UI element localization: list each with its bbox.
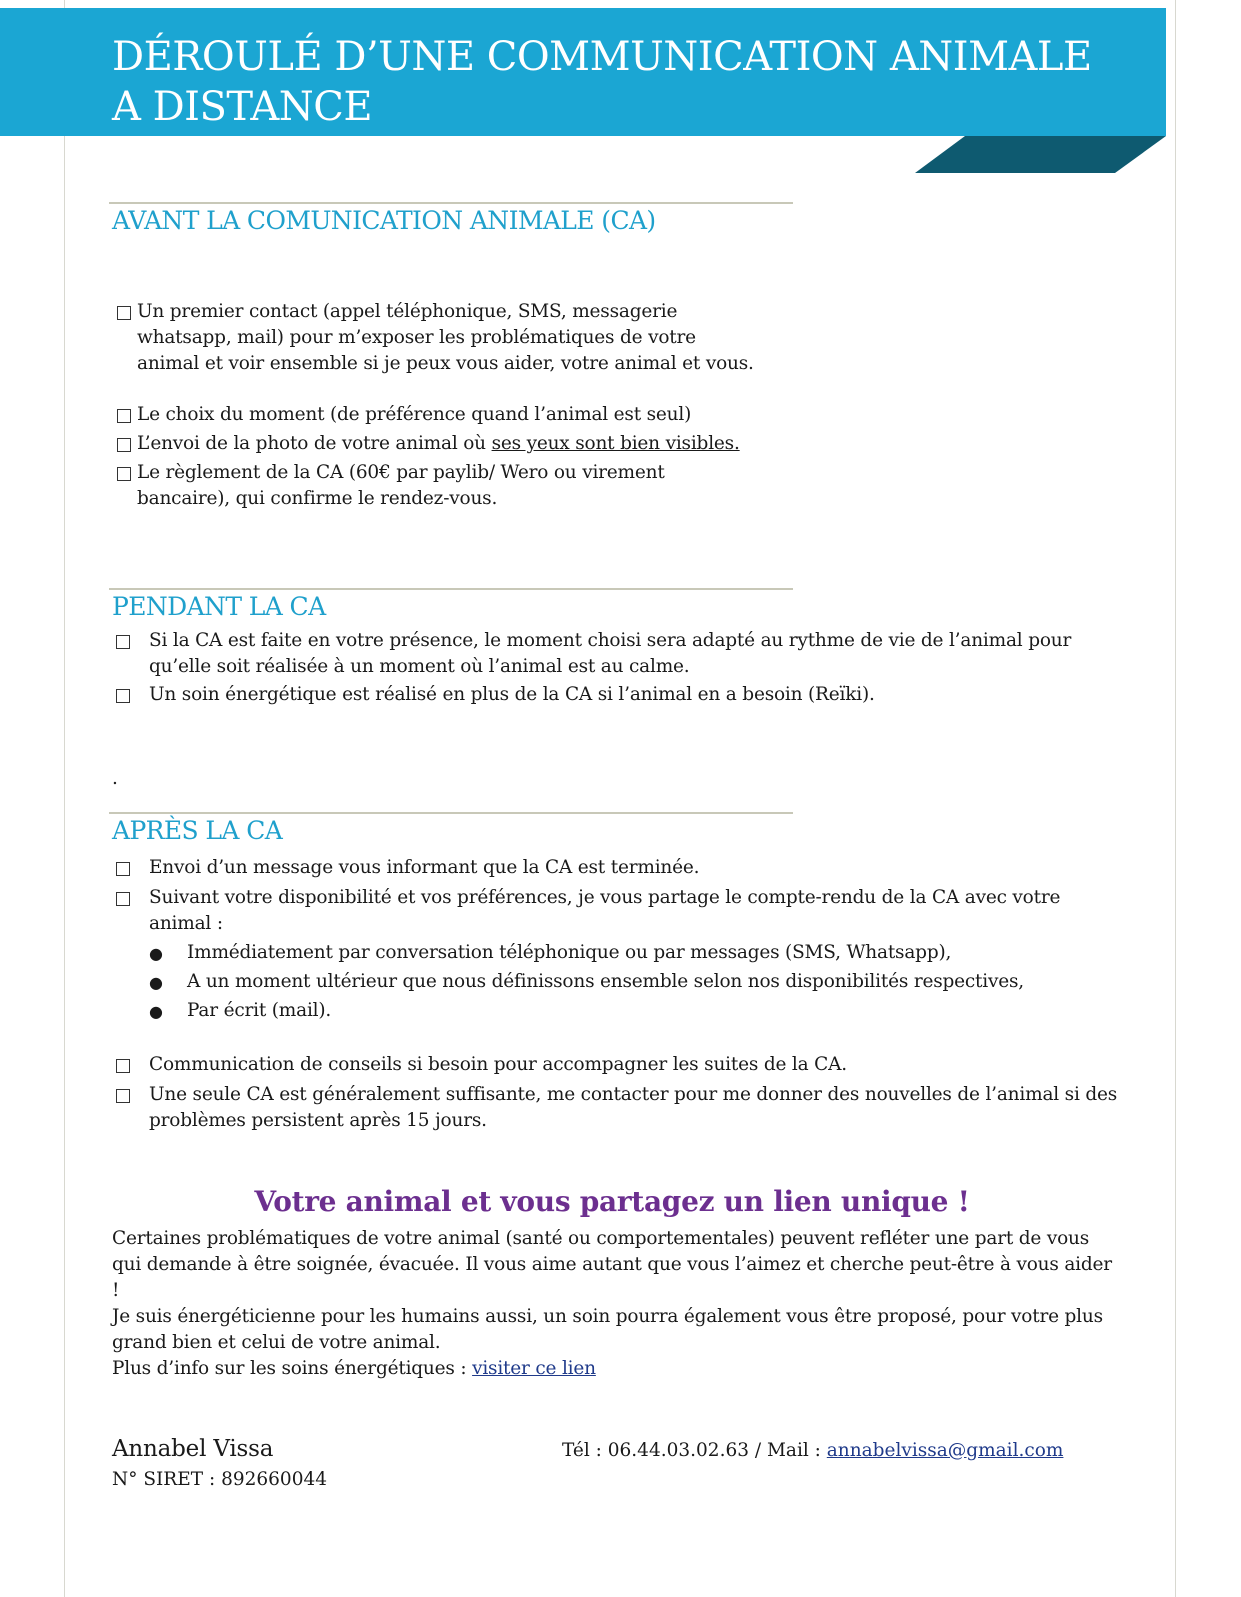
checklist-item-text: L’envoi de la photo de votre animal où [137,433,492,454]
visit-link[interactable]: visiter ce lien [472,1358,596,1379]
closing-paragraph-2: Je suis énergéticienne pour les humains aussi, un soin pourra également vous être proposé, pour votre plus grand bien et celui de votre animal. [112,1306,1103,1353]
checklist-item [137,299,762,377]
checklist-item-text: Le règlement de la CA (60€ par paylib/ Wero ou virement bancaire), qui confirme le rendez-vous. [137,462,665,509]
checklist-item [149,855,1119,881]
checklist-item [137,460,707,512]
checkbox-icon [117,438,131,452]
title-banner [0,8,1166,136]
page-title-line-2: A DISTANCE [112,84,373,130]
checklist-item-text: Communication de conseils si besoin pour accompagner les suites de la CA. [149,1054,847,1075]
phone-text: Tél : 06.44.03.02.63 / Mail : [562,1440,827,1461]
section-title-during: PENDANT LA CA [112,592,326,621]
checkbox-icon [116,1089,130,1103]
checkbox-icon [116,1059,130,1073]
checklist-item [137,402,837,428]
banner-accent-shape [915,136,1167,176]
bullet-icon: ● [149,973,163,992]
list-item [149,940,1117,966]
siret-number: N° SIRET : 892660044 [112,1469,327,1490]
section-title-before: AVANT LA COMUNICATION ANIMALE (CA) [112,206,656,235]
section-divider [109,202,793,204]
underlined-text: ses yeux sont bien visibles. [491,433,740,454]
list-item [149,998,1117,1024]
checklist-item [149,885,1114,937]
list-item-text: Immédiatement par conversation téléphonique ou par messages (SMS, Whatsapp), [187,942,952,963]
closing-paragraph-3 [112,1356,1122,1382]
checklist-item-text: Une seule CA est généralement suffisante, me contacter pour me donner des nouvelles de l’animal si des problèmes persistent après 15 jours. [149,1084,1118,1131]
page-title-line-1: DÉROULÉ D’UNE COMMUNICATION ANIMALE [112,34,1092,80]
closing-paragraph-1: Certaines problématiques de votre animal (santé ou comportementales) peuvent refléter une part de vous qui demande à être soignée, évacuée. Il vous aime autant que vous l’aimez et cherche peut-être à vous aider ! [112,1228,1112,1301]
checklist-item [149,628,1119,680]
checkbox-icon [116,689,130,703]
list-item [149,969,1117,995]
checklist-item-text: Le choix du moment (de préférence quand l’animal est seul) [137,404,692,425]
checkbox-icon [117,409,131,423]
stray-dot: . [112,768,118,789]
checklist-item [137,431,837,457]
checklist-item-text: Suivant votre disponibilité et vos préférences, je vous partage le compte-rendu de la CA avec votre animal : [149,887,1061,934]
section-divider [109,588,793,590]
checkbox-icon [116,635,130,649]
list-item-text: A un moment ultérieur que nous définissons ensemble selon nos disponibilités respectives, [187,971,1024,992]
checklist-item-text: Envoi d’un message vous informant que la CA est terminée. [149,857,700,878]
page-title [112,32,1152,132]
checklist-item-text: Un premier contact (appel téléphonique, SMS, messagerie whatsapp, mail) pour m’exposer les problématiques de votre animal et voir ensemble si je peux vous aider, votre animal et vous. [137,301,754,374]
info-text: Plus d’info sur les soins énergétiques : [112,1358,473,1379]
checkbox-icon [117,467,131,481]
section-divider [109,812,793,814]
bullet-icon: ● [149,1002,163,1021]
checklist-item [149,682,1119,708]
email-link[interactable]: annabelvissa@gmail.com [826,1440,1064,1461]
section-title-after: APRÈS LA CA [112,816,283,845]
checklist-item [149,1052,1119,1078]
checklist-item [149,1082,1124,1134]
checklist-item-text: Un soin énergétique est réalisé en plus de la CA si l’animal en a besoin (Reïki). [149,684,875,705]
checkbox-icon [117,306,131,320]
checklist-item-text: Si la CA est faite en votre présence, le moment choisi sera adapté au rythme de vie de l’animal pour qu’elle soit réalisée à un moment où l’animal est au calme. [149,630,1072,677]
checkbox-icon [116,892,130,906]
contact-info [562,1440,1063,1461]
list-item-text: Par écrit (mail). [187,1000,332,1021]
author-name: Annabel Vissa [112,1436,274,1462]
checkbox-icon [116,862,130,876]
bullet-icon: ● [149,944,163,963]
tagline: Votre animal et vous partagez un lien unique ! [254,1185,970,1218]
